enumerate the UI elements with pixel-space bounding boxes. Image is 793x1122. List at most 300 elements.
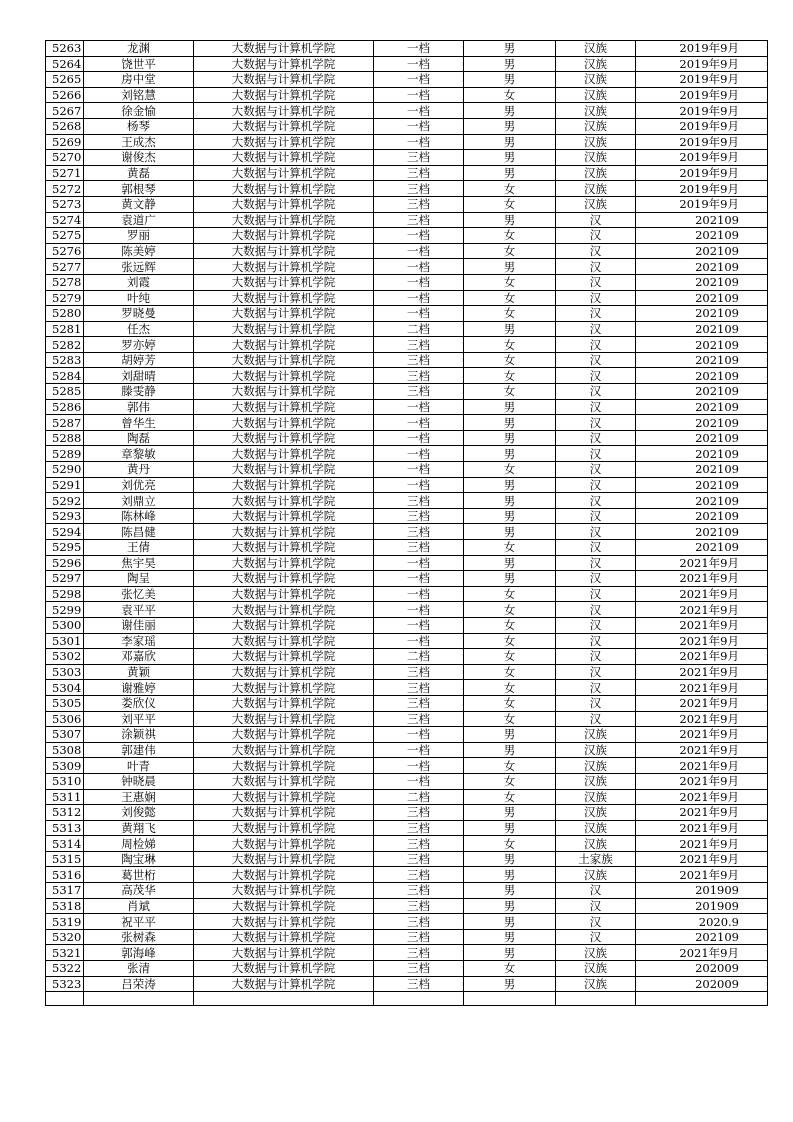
enrollment-date-cell: 202109	[636, 228, 768, 244]
student-name-cell: 陈美婷	[84, 243, 194, 259]
aid-level-cell: 一档	[374, 134, 464, 150]
ethnicity-cell: 汉	[556, 929, 636, 945]
row-number-cell: 5267	[46, 103, 84, 119]
gender-cell: 女	[464, 789, 556, 805]
enrollment-date-cell: 2021年9月	[636, 867, 768, 883]
school-name-cell: 大数据与计算机学院	[194, 695, 374, 711]
school-name-cell: 大数据与计算机学院	[194, 462, 374, 478]
gender-cell: 女	[464, 758, 556, 774]
school-name-cell: 大数据与计算机学院	[194, 727, 374, 743]
ethnicity-cell: 汉族	[556, 56, 636, 72]
enrollment-date-cell: 2021年9月	[636, 758, 768, 774]
gender-cell: 男	[464, 56, 556, 72]
table-row	[46, 571, 768, 587]
ethnicity-cell: 汉	[556, 711, 636, 727]
student-name-cell: 张远辉	[84, 259, 194, 275]
school-name-cell: 大数据与计算机学院	[194, 805, 374, 821]
school-name-cell: 大数据与计算机学院	[194, 368, 374, 384]
ethnicity-cell: 汉族	[556, 41, 636, 57]
aid-level-cell: 一档	[374, 602, 464, 618]
enrollment-date-cell: 2019年9月	[636, 103, 768, 119]
student-name-cell: 肖斌	[84, 898, 194, 914]
gender-cell: 女	[464, 181, 556, 197]
ethnicity-cell: 汉	[556, 914, 636, 930]
row-number-cell: 5285	[46, 384, 84, 400]
ethnicity-cell: 汉	[556, 259, 636, 275]
row-number-cell: 5298	[46, 586, 84, 602]
enrollment-date-cell: 2021年9月	[636, 555, 768, 571]
table-row	[46, 87, 768, 103]
table-row	[46, 867, 768, 883]
ethnicity-cell: 汉族	[556, 773, 636, 789]
gender-cell: 男	[464, 976, 556, 992]
aid-level-cell: 一档	[374, 56, 464, 72]
ethnicity-cell: 汉	[556, 898, 636, 914]
enrollment-date-cell: 202109	[636, 321, 768, 337]
aid-level-cell: 一档	[374, 290, 464, 306]
aid-level-cell: 一档	[374, 415, 464, 431]
gender-cell: 男	[464, 914, 556, 930]
row-number-cell: 5279	[46, 290, 84, 306]
aid-level-cell: 三档	[374, 914, 464, 930]
ethnicity-cell: 汉	[556, 493, 636, 509]
ethnicity-cell: 汉	[556, 212, 636, 228]
ethnicity-cell: 汉	[556, 228, 636, 244]
school-name-cell: 大数据与计算机学院	[194, 274, 374, 290]
ethnicity-cell: 汉族	[556, 945, 636, 961]
school-name-cell: 大数据与计算机学院	[194, 508, 374, 524]
row-number-cell: 5286	[46, 399, 84, 415]
row-number-cell: 5306	[46, 711, 84, 727]
enrollment-date-cell: 201909	[636, 898, 768, 914]
student-name-cell: 邓嘉欣	[84, 649, 194, 665]
table-row	[46, 742, 768, 758]
enrollment-date-cell: 2021年9月	[636, 633, 768, 649]
enrollment-date-cell: 202109	[636, 477, 768, 493]
gender-cell: 男	[464, 898, 556, 914]
gender-cell: 男	[464, 851, 556, 867]
enrollment-date-cell: 202109	[636, 352, 768, 368]
school-name-cell: 大数据与计算机学院	[194, 945, 374, 961]
school-name-cell: 大数据与计算机学院	[194, 118, 374, 134]
gender-cell: 女	[464, 836, 556, 852]
gender-cell: 男	[464, 508, 556, 524]
ethnicity-cell: 汉	[556, 602, 636, 618]
gender-cell: 男	[464, 929, 556, 945]
aid-level-cell: 二档	[374, 649, 464, 665]
aid-level-cell: 三档	[374, 181, 464, 197]
gender-cell: 女	[464, 368, 556, 384]
aid-level-cell: 三档	[374, 212, 464, 228]
student-name-cell: 杨琴	[84, 118, 194, 134]
student-name-cell: 陈林峰	[84, 508, 194, 524]
table-row	[46, 633, 768, 649]
table-row	[46, 384, 768, 400]
school-name-cell: 大数据与计算机学院	[194, 56, 374, 72]
student-name-cell: 葛世桁	[84, 867, 194, 883]
ethnicity-cell: 汉	[556, 352, 636, 368]
student-name-cell: 张树森	[84, 929, 194, 945]
student-name-cell: 叶青	[84, 758, 194, 774]
gender-cell: 女	[464, 711, 556, 727]
table-row	[46, 243, 768, 259]
school-name-cell: 大数据与计算机学院	[194, 602, 374, 618]
student-name-cell: 娄欣仪	[84, 695, 194, 711]
aid-level-cell: 三档	[374, 337, 464, 353]
table-row	[46, 430, 768, 446]
aid-level-cell: 三档	[374, 711, 464, 727]
school-name-cell: 大数据与计算机学院	[194, 773, 374, 789]
enrollment-date-cell: 202109	[636, 243, 768, 259]
table-row	[46, 56, 768, 72]
ethnicity-cell: 汉	[556, 555, 636, 571]
student-name-cell: 祝平平	[84, 914, 194, 930]
aid-level-cell: 一档	[374, 87, 464, 103]
ethnicity-cell: 汉	[556, 321, 636, 337]
row-number-cell: 5303	[46, 664, 84, 680]
row-number-cell: 5273	[46, 196, 84, 212]
row-number-cell: 5300	[46, 617, 84, 633]
ethnicity-cell: 汉	[556, 306, 636, 322]
row-number-cell: 5271	[46, 165, 84, 181]
ethnicity-cell: 汉	[556, 290, 636, 306]
gender-cell: 女	[464, 228, 556, 244]
enrollment-date-cell: 202009	[636, 976, 768, 992]
school-name-cell: 大数据与计算机学院	[194, 399, 374, 415]
aid-level-cell: 三档	[374, 165, 464, 181]
school-name-cell: 大数据与计算机学院	[194, 664, 374, 680]
student-name-cell: 房中堂	[84, 72, 194, 88]
enrollment-date-cell: 2021年9月	[636, 680, 768, 696]
ethnicity-cell: 汉	[556, 477, 636, 493]
ethnicity-cell: 汉族	[556, 961, 636, 977]
aid-level-cell: 三档	[374, 540, 464, 556]
table-row	[46, 929, 768, 945]
school-name-cell: 大数据与计算机学院	[194, 758, 374, 774]
student-name-cell: 谢雅婷	[84, 680, 194, 696]
school-name-cell: 大数据与计算机学院	[194, 415, 374, 431]
enrollment-date-cell: 202109	[636, 540, 768, 556]
ethnicity-cell: 汉	[556, 617, 636, 633]
ethnicity-cell: 土家族	[556, 851, 636, 867]
row-number-cell: 5316	[46, 867, 84, 883]
ethnicity-cell: 汉	[556, 680, 636, 696]
ethnicity-cell: 汉族	[556, 103, 636, 119]
school-name-cell: 大数据与计算机学院	[194, 617, 374, 633]
gender-cell: 男	[464, 867, 556, 883]
student-name-cell: 陈昌健	[84, 524, 194, 540]
student-name-cell: 黄丹	[84, 462, 194, 478]
row-number-cell: 5269	[46, 134, 84, 150]
student-name-cell: 罗丽	[84, 228, 194, 244]
aid-level-cell: 一档	[374, 773, 464, 789]
row-number-cell: 5291	[46, 477, 84, 493]
school-name-cell: 大数据与计算机学院	[194, 867, 374, 883]
enrollment-date-cell: 202109	[636, 524, 768, 540]
aid-level-cell: 二档	[374, 321, 464, 337]
ethnicity-cell: 汉族	[556, 118, 636, 134]
gender-cell: 女	[464, 290, 556, 306]
table-row	[46, 758, 768, 774]
enrollment-date-cell: 202109	[636, 399, 768, 415]
student-name-cell: 陶呈	[84, 571, 194, 587]
student-name-cell: 张清	[84, 961, 194, 977]
ethnicity-cell: 汉族	[556, 758, 636, 774]
ethnicity-cell: 汉族	[556, 196, 636, 212]
aid-level-cell: 三档	[374, 836, 464, 852]
table-row	[46, 493, 768, 509]
student-name-cell: 陶宝琳	[84, 851, 194, 867]
school-name-cell: 大数据与计算机学院	[194, 352, 374, 368]
aid-level-cell: 一档	[374, 118, 464, 134]
row-number-cell: 5305	[46, 695, 84, 711]
enrollment-date-cell: 2021年9月	[636, 851, 768, 867]
school-name-cell: 大数据与计算机学院	[194, 742, 374, 758]
table-row	[46, 540, 768, 556]
ethnicity-cell: 汉	[556, 571, 636, 587]
school-name-cell: 大数据与计算机学院	[194, 290, 374, 306]
table-row	[46, 259, 768, 275]
school-name-cell: 大数据与计算机学院	[194, 820, 374, 836]
row-number-cell: 5323	[46, 976, 84, 992]
aid-level-cell: 三档	[374, 196, 464, 212]
school-name-cell: 大数据与计算机学院	[194, 430, 374, 446]
table-row	[46, 555, 768, 571]
school-name-cell: 大数据与计算机学院	[194, 72, 374, 88]
aid-level-cell: 一档	[374, 72, 464, 88]
student-name-cell: 周检娣	[84, 836, 194, 852]
table-row	[46, 617, 768, 633]
ethnicity-cell: 汉	[556, 524, 636, 540]
aid-level-cell: 一档	[374, 477, 464, 493]
student-name-cell: 龙渊	[84, 41, 194, 57]
row-number-cell: 5280	[46, 306, 84, 322]
gender-cell: 女	[464, 586, 556, 602]
gender-cell: 男	[464, 727, 556, 743]
student-name-cell: 郭根琴	[84, 181, 194, 197]
student-name-cell: 刘霞	[84, 274, 194, 290]
aid-level-cell: 一档	[374, 586, 464, 602]
school-name-cell: 大数据与计算机学院	[194, 103, 374, 119]
table-row	[46, 664, 768, 680]
enrollment-date-cell: 2021年9月	[636, 617, 768, 633]
student-name-cell: 吕荣涛	[84, 976, 194, 992]
aid-level-cell: 三档	[374, 867, 464, 883]
table-row	[46, 961, 768, 977]
row-number-cell: 5289	[46, 446, 84, 462]
enrollment-date-cell: 2019年9月	[636, 196, 768, 212]
aid-level-cell: 一档	[374, 617, 464, 633]
table-row	[46, 945, 768, 961]
gender-cell: 男	[464, 150, 556, 166]
gender-cell: 男	[464, 430, 556, 446]
enrollment-date-cell: 2020.9	[636, 914, 768, 930]
aid-level-cell: 三档	[374, 150, 464, 166]
student-name-cell: 张忆美	[84, 586, 194, 602]
row-number-cell: 5310	[46, 773, 84, 789]
student-name-cell: 罗亦婷	[84, 337, 194, 353]
school-name-cell: 大数据与计算机学院	[194, 929, 374, 945]
school-name-cell: 大数据与计算机学院	[194, 477, 374, 493]
school-name-cell: 大数据与计算机学院	[194, 165, 374, 181]
enrollment-date-cell: 202109	[636, 493, 768, 509]
student-name-cell: 谢俊杰	[84, 150, 194, 166]
aid-level-cell: 一档	[374, 742, 464, 758]
student-name-cell: 徐金愉	[84, 103, 194, 119]
gender-cell: 男	[464, 555, 556, 571]
school-name-cell: 大数据与计算机学院	[194, 898, 374, 914]
aid-level-cell: 一档	[374, 41, 464, 57]
gender-cell: 男	[464, 493, 556, 509]
school-name-cell: 大数据与计算机学院	[194, 446, 374, 462]
student-name-cell: 罗晓曼	[84, 306, 194, 322]
school-name-cell: 大数据与计算机学院	[194, 306, 374, 322]
row-number-cell: 5264	[46, 56, 84, 72]
aid-level-cell: 一档	[374, 399, 464, 415]
table-row	[46, 212, 768, 228]
aid-level-cell: 一档	[374, 243, 464, 259]
aid-level-cell: 一档	[374, 306, 464, 322]
gender-cell: 女	[464, 306, 556, 322]
row-number-cell: 5268	[46, 118, 84, 134]
school-name-cell: 大数据与计算机学院	[194, 181, 374, 197]
enrollment-date-cell: 202109	[636, 306, 768, 322]
aid-level-cell: 三档	[374, 976, 464, 992]
aid-level-cell: 三档	[374, 695, 464, 711]
student-name-cell: 滕雯静	[84, 384, 194, 400]
row-number-cell: 5281	[46, 321, 84, 337]
ethnicity-cell: 汉族	[556, 742, 636, 758]
gender-cell: 男	[464, 415, 556, 431]
aid-level-cell: 一档	[374, 633, 464, 649]
student-name-cell: 曾华生	[84, 415, 194, 431]
ethnicity-cell: 汉族	[556, 976, 636, 992]
ethnicity-cell: 汉	[556, 368, 636, 384]
gender-cell: 男	[464, 165, 556, 181]
row-number-cell: 5314	[46, 836, 84, 852]
row-number-cell: 5321	[46, 945, 84, 961]
ethnicity-cell: 汉	[556, 274, 636, 290]
enrollment-date-cell: 202109	[636, 508, 768, 524]
table-row	[46, 134, 768, 150]
student-name-cell: 郭海峰	[84, 945, 194, 961]
school-name-cell: 大数据与计算机学院	[194, 711, 374, 727]
ethnicity-cell: 汉族	[556, 150, 636, 166]
school-name-cell: 大数据与计算机学院	[194, 571, 374, 587]
row-number-cell: 5288	[46, 430, 84, 446]
enrollment-date-cell: 202109	[636, 430, 768, 446]
aid-level-cell: 一档	[374, 727, 464, 743]
aid-level-cell: 三档	[374, 384, 464, 400]
row-number-cell: 5319	[46, 914, 84, 930]
school-name-cell: 大数据与计算机学院	[194, 150, 374, 166]
row-number-cell: 5282	[46, 337, 84, 353]
ethnicity-cell: 汉	[556, 540, 636, 556]
row-number-cell: 5313	[46, 820, 84, 836]
table-row	[46, 898, 768, 914]
row-number-cell: 5276	[46, 243, 84, 259]
aid-level-cell: 三档	[374, 664, 464, 680]
empty-cell	[636, 992, 768, 1006]
row-number-cell: 5322	[46, 961, 84, 977]
student-name-cell: 涂颖祺	[84, 727, 194, 743]
ethnicity-cell: 汉族	[556, 134, 636, 150]
table-row	[46, 836, 768, 852]
ethnicity-cell: 汉族	[556, 165, 636, 181]
row-number-cell: 5277	[46, 259, 84, 275]
student-name-cell: 袁平平	[84, 602, 194, 618]
school-name-cell: 大数据与计算机学院	[194, 540, 374, 556]
ethnicity-cell: 汉	[556, 446, 636, 462]
ethnicity-cell: 汉	[556, 462, 636, 478]
gender-cell: 女	[464, 961, 556, 977]
student-name-cell: 章黎敏	[84, 446, 194, 462]
table-row	[46, 321, 768, 337]
row-number-cell: 5290	[46, 462, 84, 478]
ethnicity-cell: 汉族	[556, 867, 636, 883]
ethnicity-cell: 汉族	[556, 836, 636, 852]
gender-cell: 女	[464, 462, 556, 478]
enrollment-date-cell: 2021年9月	[636, 789, 768, 805]
school-name-cell: 大数据与计算机学院	[194, 976, 374, 992]
gender-cell: 男	[464, 41, 556, 57]
gender-cell: 女	[464, 649, 556, 665]
gender-cell: 男	[464, 477, 556, 493]
table-row	[46, 165, 768, 181]
table-row	[46, 680, 768, 696]
school-name-cell: 大数据与计算机学院	[194, 524, 374, 540]
gender-cell: 男	[464, 820, 556, 836]
ethnicity-cell: 汉族	[556, 727, 636, 743]
table-row	[46, 727, 768, 743]
gender-cell: 女	[464, 602, 556, 618]
enrollment-date-cell: 202109	[636, 929, 768, 945]
school-name-cell: 大数据与计算机学院	[194, 851, 374, 867]
table-row	[46, 602, 768, 618]
enrollment-date-cell: 2019年9月	[636, 150, 768, 166]
gender-cell: 女	[464, 196, 556, 212]
gender-cell: 女	[464, 87, 556, 103]
student-name-cell: 刘优亮	[84, 477, 194, 493]
row-number-cell: 5283	[46, 352, 84, 368]
empty-cell	[46, 992, 84, 1006]
student-aid-table	[45, 40, 768, 1006]
gender-cell: 男	[464, 118, 556, 134]
school-name-cell: 大数据与计算机学院	[194, 228, 374, 244]
gender-cell: 女	[464, 243, 556, 259]
table-row	[46, 118, 768, 134]
row-number-cell: 5265	[46, 72, 84, 88]
row-number-cell: 5272	[46, 181, 84, 197]
student-name-cell: 郭建伟	[84, 742, 194, 758]
school-name-cell: 大数据与计算机学院	[194, 961, 374, 977]
school-name-cell: 大数据与计算机学院	[194, 134, 374, 150]
table-row	[46, 851, 768, 867]
table-body	[46, 41, 768, 1006]
row-number-cell: 5297	[46, 571, 84, 587]
enrollment-date-cell: 2021年9月	[636, 586, 768, 602]
ethnicity-cell: 汉	[556, 399, 636, 415]
enrollment-date-cell: 2021年9月	[636, 836, 768, 852]
ethnicity-cell: 汉族	[556, 789, 636, 805]
school-name-cell: 大数据与计算机学院	[194, 196, 374, 212]
table-row	[46, 399, 768, 415]
table-row	[46, 103, 768, 119]
school-name-cell: 大数据与计算机学院	[194, 493, 374, 509]
table-row	[46, 368, 768, 384]
enrollment-date-cell: 202109	[636, 384, 768, 400]
empty-cell	[194, 992, 374, 1006]
